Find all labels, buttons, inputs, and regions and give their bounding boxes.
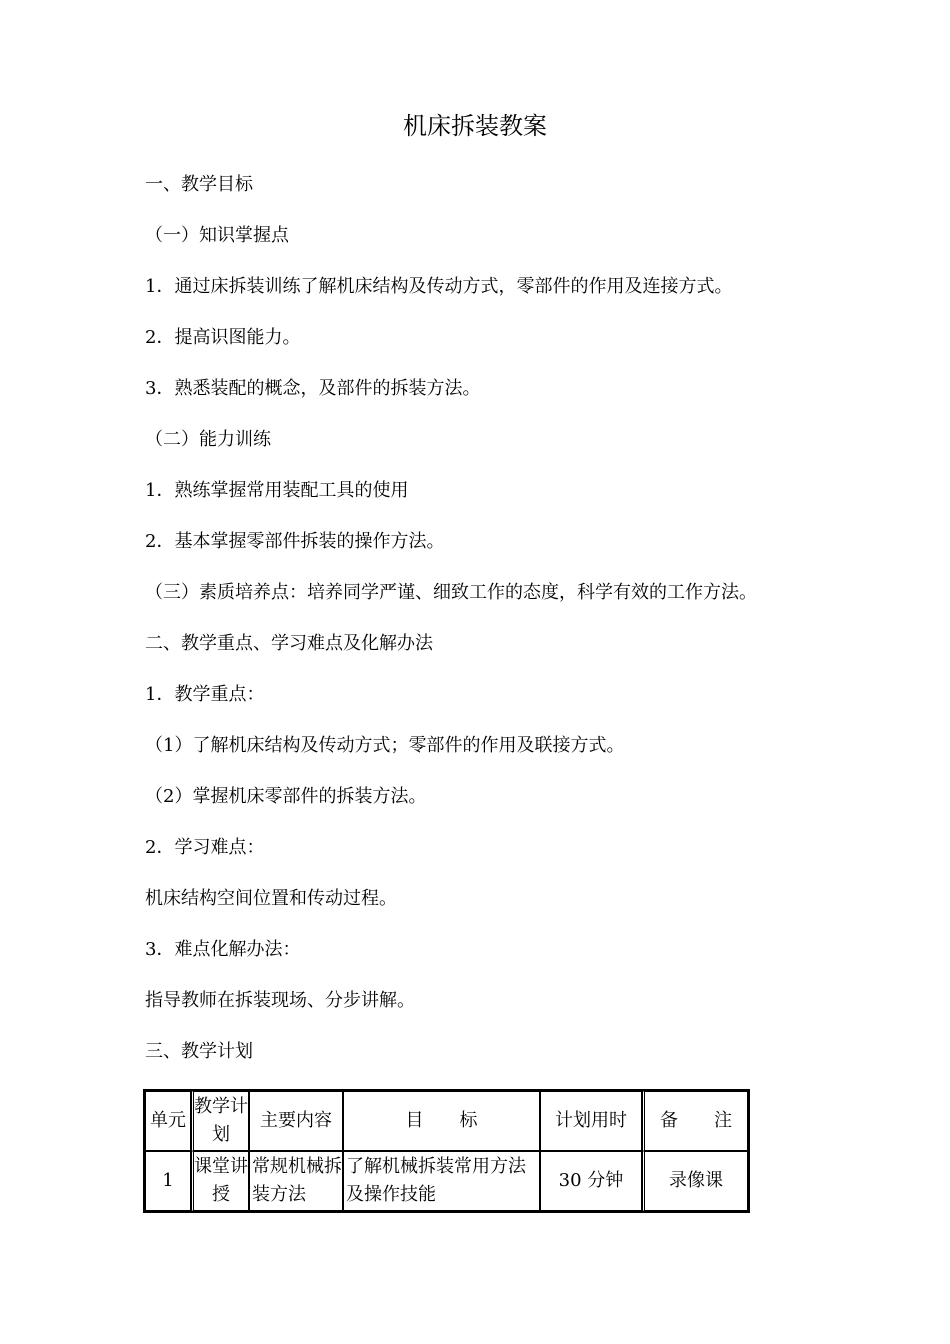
header-cell: 单元 [145, 1091, 191, 1151]
table-cell: 1 [145, 1151, 191, 1211]
teaching-plan-table [143, 1089, 750, 1213]
table-row [145, 1151, 748, 1211]
section-heading: 三、教学计划 [145, 1041, 253, 1062]
table-cell: 常规机械拆装方法 [249, 1151, 343, 1211]
subsection-heading: （一）知识掌握点 [145, 225, 289, 246]
subsection-heading: （二）能力训练 [145, 429, 271, 450]
paragraph: （三）素质培养点：培养同学严谨、细致工作的态度，科学有效的工作方法。 [145, 582, 757, 603]
paragraph: 1．通过床拆装训练了解机床结构及传动方式，零部件的作用及连接方式。 [145, 276, 733, 297]
header-cell: 目 标 [343, 1091, 540, 1151]
header-cell: 主要内容 [249, 1091, 343, 1151]
section-heading: 一、教学目标 [145, 174, 253, 195]
paragraph: 机床结构空间位置和传动过程。 [145, 888, 397, 909]
paragraph: 3．难点化解办法： [145, 939, 301, 960]
header-cell: 备 注 [642, 1091, 748, 1151]
paragraph: 1．教学重点： [145, 684, 265, 705]
document-title: 机床拆装教案 [403, 112, 547, 140]
table-header-row [145, 1091, 748, 1151]
paragraph: 3．熟悉装配的概念，及部件的拆装方法。 [145, 378, 481, 399]
table-cell: 录像课 [642, 1151, 748, 1211]
paragraph: 2．提高识图能力。 [145, 327, 301, 348]
paragraph: （1）了解机床结构及传动方式；零部件的作用及联接方式。 [145, 735, 625, 756]
paragraph: 2．学习难点： [145, 837, 265, 858]
paragraph: 2．基本掌握零部件拆装的操作方法。 [145, 531, 445, 552]
paragraph: 1．熟练掌握常用装配工具的使用 [145, 480, 409, 501]
paragraph: （2）掌握机床零部件的拆装方法。 [145, 786, 427, 807]
paragraph: 指导教师在拆装现场、分步讲解。 [145, 990, 415, 1011]
table-cell: 了解机械拆装常用方法及操作技能 [343, 1151, 540, 1211]
header-cell: 计划用时 [540, 1091, 642, 1151]
header-cell: 教学计划 [191, 1091, 249, 1151]
section-heading: 二、教学重点、学习难点及化解办法 [145, 633, 433, 654]
table-cell: 30 分钟 [540, 1151, 642, 1211]
table-cell: 课堂讲授 [191, 1151, 249, 1211]
